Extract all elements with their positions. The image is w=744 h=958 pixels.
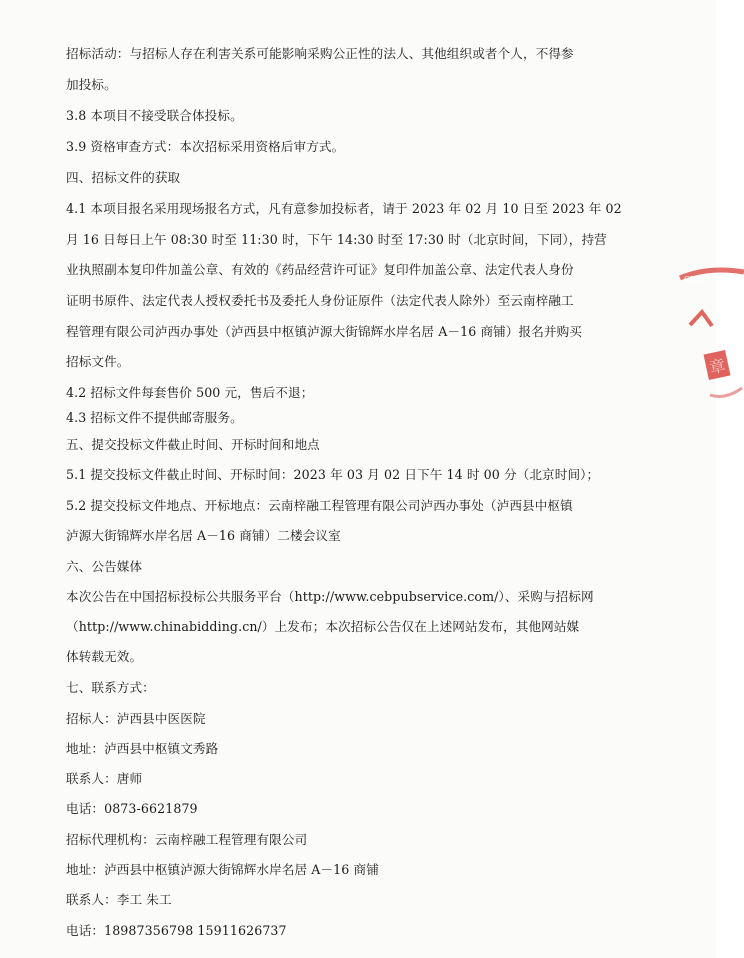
document-line: （http://www.chinabidding.cn/）上发布；本次招标公告仅在上述网站发布，其他网站媒 (66, 619, 580, 634)
document-line: 4.1 本项目报名采用现场报名方式，凡有意参加投标者，请于 2023 年 02 月 10 日至 2023 年 02 (66, 201, 622, 216)
document-line: 5.1 提交投标文件截止时间、开标时间：2023 年 03 月 02 日下午 14 时 00 分（北京时间）； (66, 467, 600, 482)
document-line: 业执照副本复印件加盖公章、有效的《药品经营许可证》复印件加盖公章、法定代表人身份 (66, 262, 574, 277)
document-line: 5.2 提交投标文件地点、开标地点：云南梓融工程管理有限公司泸西办事处（泸西县中枢镇 (66, 498, 573, 513)
document-line: 程管理有限公司泸西办事处（泸西县中枢镇泸源大街锦辉水岸名居 A－16 商铺）报名并购买 (66, 324, 582, 339)
document-line: 泸源大街锦辉水岸名居 A－16 商铺）二楼会议室 (66, 528, 341, 543)
document-line: 3.9 资格审查方式：本次招标采用资格后审方式。 (66, 139, 345, 154)
document-line: 本次公告在中国招标投标公共服务平台（http://www.cebpubservice.com/）、采购与招标网 (66, 589, 594, 604)
document-line: 体转载无效。 (66, 649, 143, 664)
document-line: 月 16 日每日上午 08:30 时至 11:30 时，下午 14:30 时至 17:30 时（北京时间，下同），持营 (66, 232, 607, 247)
document-line: 加投标。 (66, 77, 117, 92)
document-line: 地址：泸西县中枢镇文秀路 (66, 741, 219, 756)
document-line: 七、联系方式： (66, 680, 155, 695)
document-line: 招标代理机构：云南梓融工程管理有限公司 (66, 832, 308, 847)
document-line: 招标人：泸西县中医医院 (66, 711, 206, 726)
document-line: 六、公告媒体 (66, 559, 143, 574)
document-line: 4.3 招标文件不提供邮寄服务。 (66, 410, 243, 425)
document-line: 电话：0873-6621879 (66, 801, 198, 816)
official-seal-stamp (670, 260, 744, 410)
document-line: 五、提交投标文件截止时间、开标时间和地点 (66, 437, 320, 452)
svg-text:CEOP: CEOP (684, 275, 706, 284)
document-line: 招标活动：与招标人存在利害关系可能影响采购公正性的法人、其他组织或者个人，不得参 (66, 46, 574, 61)
document-line: 电话：18987356798 15911626737 (66, 923, 287, 938)
document-line: 证明书原件、法定代表人授权委托书及委托人身份证原件（法定代表人除外）至云南梓融工 (66, 293, 574, 308)
document-line: 招标文件。 (66, 354, 130, 369)
document-line: 地址：泸西县中枢镇泸源大街锦辉水岸名居 A－16 商铺 (66, 862, 379, 877)
svg-text:章: 章 (707, 355, 728, 378)
document-line: 3.8 本项目不接受联合体投标。 (66, 108, 243, 123)
document-line: 四、招标文件的获取 (66, 170, 181, 185)
document-line: 4.2 招标文件每套售价 500 元，售后不退； (66, 385, 314, 400)
document-line: 联系人：李工 朱工 (66, 892, 172, 907)
document-line: 联系人：唐师 (66, 771, 143, 786)
